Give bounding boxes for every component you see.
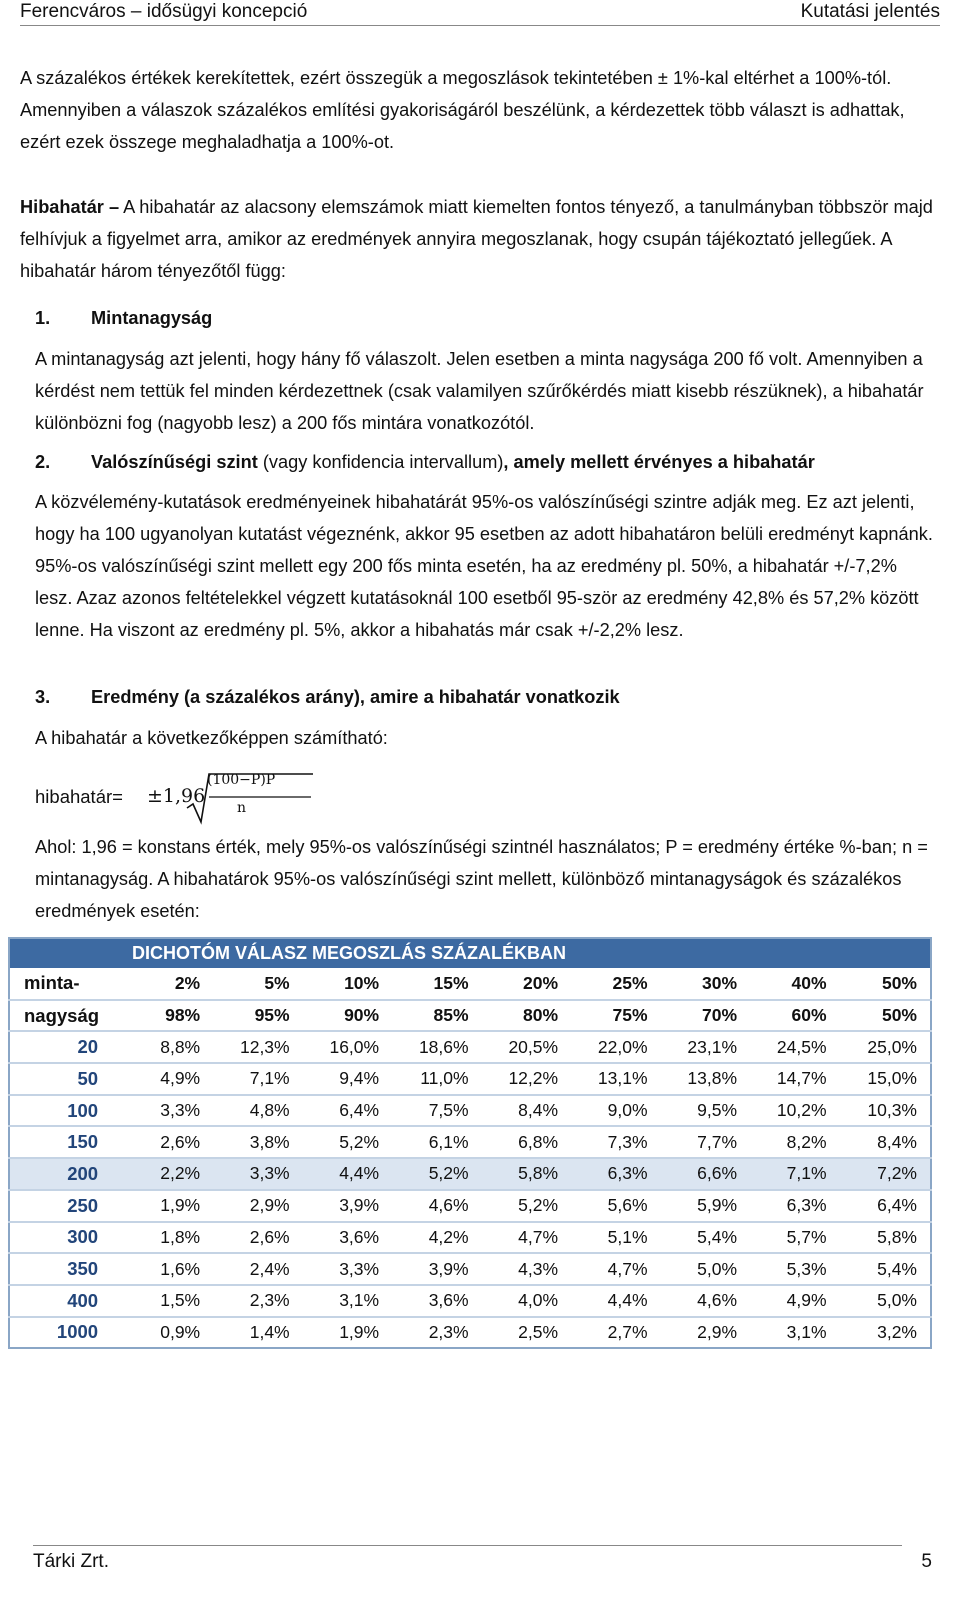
table-cell: 9,0% [571,1095,660,1127]
table-cell: 8,4% [482,1095,571,1127]
table-cell: 2,7% [571,1317,660,1349]
table-cell: 4,7% [571,1253,660,1285]
table-cell: 2,3% [213,1285,302,1317]
table-cell: 25% [612,972,648,993]
table-cell: 5,7% [750,1222,839,1254]
row-label: nagyság [9,1000,112,1032]
table-cell: 15% [433,972,469,993]
table-cell: 4,9% [112,1063,213,1095]
table-cell: 2,9% [661,1317,750,1349]
table-cell: 75% [571,1000,660,1032]
table-cell: 9,4% [303,1063,392,1095]
table-cell: 13,1% [571,1063,660,1095]
table-cell: 3,1% [750,1317,839,1349]
table-cell: 50% [881,972,917,993]
sample-size-cell: 1000 [9,1317,112,1349]
table-cell: 30% [702,972,738,993]
table-cell: 2,4% [213,1253,302,1285]
table-cell: 7,3% [571,1126,660,1158]
section-title-note: (vagy konfidencia intervallum) [257,452,504,472]
table-cell: 25,0% [840,1031,931,1063]
table-row [9,1095,931,1127]
table-title-row [9,938,931,968]
table-cell: 13,8% [661,1063,750,1095]
table-cell: 5,6% [571,1190,660,1222]
section-title-cont: , amely mellett érvényes a hibahatár [503,452,815,472]
table-cell: 0,9% [112,1317,213,1349]
table-cell: 1,5% [112,1285,213,1317]
table-cell: 85% [392,1000,481,1032]
table-cell: 3,9% [392,1253,481,1285]
table-cell: 5,1% [571,1222,660,1254]
table-cell: 5% [264,972,290,993]
table-cell: 6,3% [571,1158,660,1190]
table-cell: 5,4% [840,1253,931,1285]
table-row [9,1222,931,1254]
section-number: 1. [35,308,51,328]
table-cell: 6,8% [482,1126,571,1158]
table-cell: 1,9% [112,1190,213,1222]
section-3-heading [35,683,620,711]
formula-label: hibahatár= [35,786,123,807]
table-cell: 20% [523,972,559,993]
table-cell: 3,8% [213,1126,302,1158]
table-cell: 3,2% [840,1317,931,1349]
table-cell: 2,3% [392,1317,481,1349]
sample-size-cell: 150 [9,1126,112,1158]
table-cell: 10% [344,972,380,993]
table-cell: 98% [112,1000,213,1032]
table-cell: 2% [174,972,201,993]
table-cell: 7,1% [750,1158,839,1190]
explanation-paragraph: Ahol: 1,96 = konstans érték, mely 95%-os valószínűségi szintnél használatos; P = eredmény értéke %-ban; n = mintanagyság. A hibahatárok 95%-os valószínűségi szint mellett, különböző mintanagyságok és százalékos eredmények esetén: [35,837,928,921]
table-cell: 5,0% [661,1253,750,1285]
table-cell: 14,7% [750,1063,839,1095]
table-cell: 7,1% [213,1063,302,1095]
section-title: Eredmény (a százalékos arány), amire a hibahatár vonatkozik [91,687,620,707]
margin-of-error-table [8,937,932,1349]
table-cell: 7,2% [840,1158,931,1190]
table-row [9,1126,931,1158]
header-section: Kutatási jelentés [800,1,940,22]
table-row [9,1190,931,1222]
table-cell: 5,0% [840,1285,931,1317]
table-cell: 3,3% [213,1158,302,1190]
table-cell: 16,0% [303,1031,392,1063]
table-cell: 8,2% [750,1126,839,1158]
sample-size-cell: 350 [9,1253,112,1285]
table-cell: 8,4% [840,1126,931,1158]
table-cell: 23,1% [661,1031,750,1063]
section-2-body: A közvélemény-kutatások eredményeinek hibahatárát 95%-os valószínűségi szintre adják meg. Ez azt jelenti, hogy ha 100 ugyanolyan kutatást végeznénk, akkor 95 esetben az adott hibahatáron belüli eredményt kapnánk. 95%-os valószínűségi szint mellett egy 200 fős minta esetén, ha az eredmény pl. 50%, a hibahatár +/-7,2% lesz. Azaz azonos feltételekkel végzett kutatásoknál 100 esetből 95-ször az eredmény 42,8% és 57,2% között lenne. Ha viszont az eredmény pl. 5%, akkor a hibahatás már csak +/-2,2% lesz. [35,492,933,640]
section-1-heading [35,304,212,332]
table-row [9,1063,931,1095]
table-cell: 22,0% [571,1031,660,1063]
table-title: DICHOTÓM VÁLASZ MEGOSZLÁS SZÁZALÉKBAN [9,938,931,968]
table-cell: 12,3% [213,1031,302,1063]
table-cell: 2,9% [213,1190,302,1222]
table-cell: 7,5% [392,1095,481,1127]
section-2-heading [35,448,815,476]
sample-size-cell: 200 [9,1158,112,1190]
table-cell: 10,3% [840,1095,931,1127]
table-body [9,1031,931,1348]
page-footer [33,1545,932,1573]
table-cell: 4,7% [482,1222,571,1254]
table-cell: 9,5% [661,1095,750,1127]
table-cell: 2,5% [482,1317,571,1349]
table-cell: 5,8% [482,1158,571,1190]
header-title: Ferencváros – idősügyi koncepció [20,1,308,22]
section-1-body: A mintanagyság azt jelenti, hogy hány fő válaszolt. Jelen esetben a minta nagysága 200 fő volt. Amennyiben a kérdést nem tettük fel minden kérdezettnek (csak valamilyen szűrőkérdés miatt kisebb részüknek), a hibahatár különbözni fog (nagyobb lesz) a 200 fős mintára vonatkozótól. [35,349,924,433]
table-row [9,1317,931,1349]
row-label: minta- [24,972,80,994]
margin-of-error-paragraph [20,191,940,287]
table-cell: 6,1% [392,1126,481,1158]
table-cell: 24,5% [750,1031,839,1063]
formula-coefficient: ±1,96 [147,785,206,807]
table-cell: 4,8% [213,1095,302,1127]
table-cell: 60% [750,1000,839,1032]
table-cell: 6,3% [750,1190,839,1222]
table-cell: 70% [661,1000,750,1032]
page-header [20,0,940,26]
section-title: Mintanagyság [91,308,213,328]
table-cell: 5,4% [661,1222,750,1254]
sample-size-cell: 20 [9,1031,112,1063]
table-cell: 7,7% [661,1126,750,1158]
table-cell: 8,8% [112,1031,213,1063]
table-cell: 5,9% [661,1190,750,1222]
table-cell: 18,6% [392,1031,481,1063]
table-cell: 95% [213,1000,302,1032]
table-cell: 4,6% [392,1190,481,1222]
section-title: Valószínűségi szint [91,452,258,472]
table-cell: 3,1% [303,1285,392,1317]
table-row [9,1253,931,1285]
table-cell: 5,2% [482,1190,571,1222]
table-cell: 3,6% [303,1222,392,1254]
table-cell: 6,4% [303,1095,392,1127]
table-row [9,1031,931,1063]
percent-header-row [9,968,931,1000]
table-cell: 10,2% [750,1095,839,1127]
percent-header-row [9,1000,931,1032]
formula-numerator: (100−P)P [207,772,276,788]
sample-size-cell: 400 [9,1285,112,1317]
intro-paragraph: A százalékos értékek kerekítettek, ezért összegük a megoszlások tekintetében ± 1%-kal eltérhet a 100%-tól. Amennyiben a válaszok százalékos említési gyakoriságáról beszélünk, a kérdezettek több választ is adhattak, ezért ezek összege meghaladhatja a 100%-ot. [20,68,905,152]
table-cell: 4,6% [661,1285,750,1317]
table-cell: 2,6% [112,1126,213,1158]
table-cell: 12,2% [482,1063,571,1095]
table-cell: 4,4% [571,1285,660,1317]
table-cell: 20,5% [482,1031,571,1063]
table-cell: 6,4% [840,1190,931,1222]
table-cell: 40% [791,972,827,993]
footer-company: Tárki Zrt. [33,1551,109,1572]
table-cell: 5,2% [303,1126,392,1158]
table-cell: 2,6% [213,1222,302,1254]
margin-of-error-text: A hibahatár az alacsony elemszámok miatt kiemelten fontos tényező, a tanulmányban többször majd felhívjuk a figyelmet arra, amikor az eredmények annyira megoszlanak, hogy csupán tájékoztató jellegűek. A hibahatár három tényezőtől függ: [20,197,933,281]
table-cell: 1,4% [213,1317,302,1349]
margin-of-error-term: Hibahatár – [20,197,120,217]
table-cell: 1,6% [112,1253,213,1285]
table-cell: 3,3% [303,1253,392,1285]
table-cell: 5,2% [392,1158,481,1190]
table-cell: 3,9% [303,1190,392,1222]
table-cell: 1,8% [112,1222,213,1254]
sample-size-cell: 100 [9,1095,112,1127]
page-number: 5 [921,1551,932,1572]
sample-size-cell: 250 [9,1190,112,1222]
table-cell: 2,2% [112,1158,213,1190]
table-row [9,1158,931,1190]
table-cell: 50% [840,1000,931,1032]
table-cell: 4,4% [303,1158,392,1190]
section-number: 3. [35,687,51,707]
formula-denominator: n [237,800,247,816]
section-number: 2. [35,452,51,472]
table-cell: 11,0% [392,1063,481,1095]
table-row [9,1285,931,1317]
table-cell: 3,3% [112,1095,213,1127]
table-cell: 3,6% [392,1285,481,1317]
section-3-body: A hibahatár a következőképpen számítható: [35,728,388,748]
table-cell: 5,3% [750,1253,839,1285]
table-cell: 1,9% [303,1317,392,1349]
table-cell: 15,0% [840,1063,931,1095]
table-cell: 80% [482,1000,571,1032]
table-cell: 4,2% [392,1222,481,1254]
table-cell: 4,3% [482,1253,571,1285]
table-cell: 5,8% [840,1222,931,1254]
table-cell: 6,6% [661,1158,750,1190]
sample-size-cell: 300 [9,1222,112,1254]
table-cell: 4,0% [482,1285,571,1317]
sample-size-cell: 50 [9,1063,112,1095]
table-cell: 90% [303,1000,392,1032]
table-cell: 4,9% [750,1285,839,1317]
